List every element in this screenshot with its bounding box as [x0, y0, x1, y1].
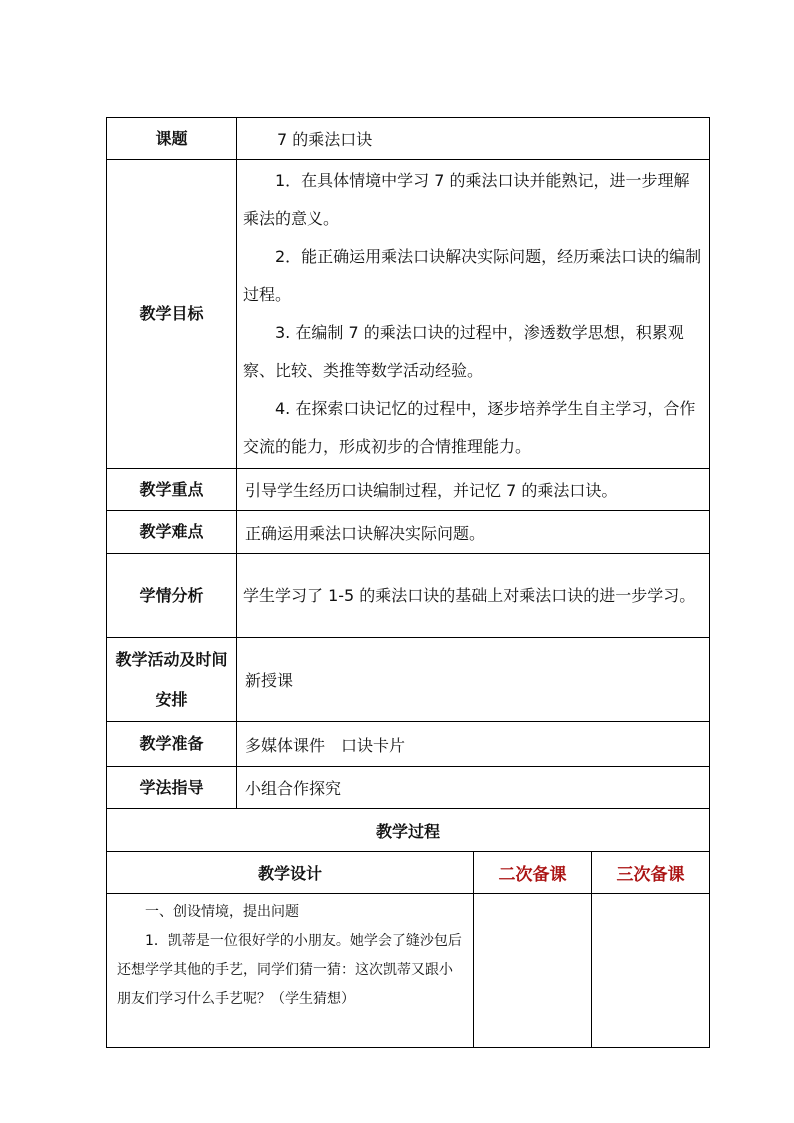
value-topic: 7 的乘法口诀 — [237, 118, 710, 160]
row-process-content — [107, 894, 710, 1048]
row-analysis — [107, 554, 710, 638]
value-difficulties: 正确运用乘法口诀解决实际问题。 — [237, 511, 710, 554]
second-prep-cell — [474, 894, 592, 1048]
process-design-cell — [107, 894, 474, 1048]
goal-item-3: 3. 在编制 7 的乘法口诀的过程中，渗透数学思想，积累观察、比较、类推等数学活动经验。 — [243, 323, 684, 380]
process-heading: 一、创设情境，提出问题 — [145, 904, 299, 920]
label-goals: 教学目标 — [107, 160, 237, 469]
value-key-points: 引导学生经历口诀编制过程，并记忆 7 的乘法口诀。 — [237, 469, 710, 511]
label-activities: 教学活动及时间安排 — [107, 638, 237, 722]
row-process-headers — [107, 852, 710, 894]
row-key-points — [107, 469, 710, 511]
lesson-plan-table — [106, 117, 710, 1048]
label-study-guide: 学法指导 — [107, 767, 237, 809]
value-analysis: 学生学习了 1-5 的乘法口诀的基础上对乘法口诀的进一步学习。 — [237, 554, 710, 638]
label-difficulties: 教学难点 — [107, 511, 237, 554]
label-topic: 课题 — [107, 118, 237, 160]
second-prep-header: 二次备课 — [474, 852, 592, 894]
goals-list — [237, 160, 710, 469]
row-study-guide — [107, 767, 710, 809]
third-prep-header: 三次备课 — [592, 852, 710, 894]
row-goals — [107, 160, 710, 469]
label-preparation: 教学准备 — [107, 722, 237, 767]
value-preparation: 多媒体课件 口诀卡片 — [237, 722, 710, 767]
goal-item-1: 1．在具体情境中学习 7 的乘法口诀并能熟记，进一步理解乘法的意义。 — [243, 171, 690, 228]
process-text: 1．凯蒂是一位很好学的小朋友。她学会了缝沙包后还想学学其他的手艺，同学们猜一猜：这次凯蒂又跟小朋友们学习什么手艺呢？（学生猜想） — [117, 933, 462, 1007]
value-activities: 新授课 — [237, 638, 710, 722]
row-topic — [107, 118, 710, 160]
row-difficulties — [107, 511, 710, 554]
value-study-guide: 小组合作探究 — [237, 767, 710, 809]
row-activities — [107, 638, 710, 722]
process-title: 教学过程 — [107, 809, 710, 852]
label-key-points: 教学重点 — [107, 469, 237, 511]
row-process-title — [107, 809, 710, 852]
row-preparation — [107, 722, 710, 767]
lesson-plan-sheet — [106, 117, 709, 1048]
goal-item-4: 4. 在探索口诀记忆的过程中，逐步培养学生自主学习，合作交流的能力，形成初步的合情推理能力。 — [243, 399, 696, 456]
label-analysis: 学情分析 — [107, 554, 237, 638]
design-header: 教学设计 — [107, 852, 474, 894]
goal-item-2: 2．能正确运用乘法口诀解决实际问题，经历乘法口诀的编制过程。 — [243, 247, 702, 304]
third-prep-cell — [592, 894, 710, 1048]
